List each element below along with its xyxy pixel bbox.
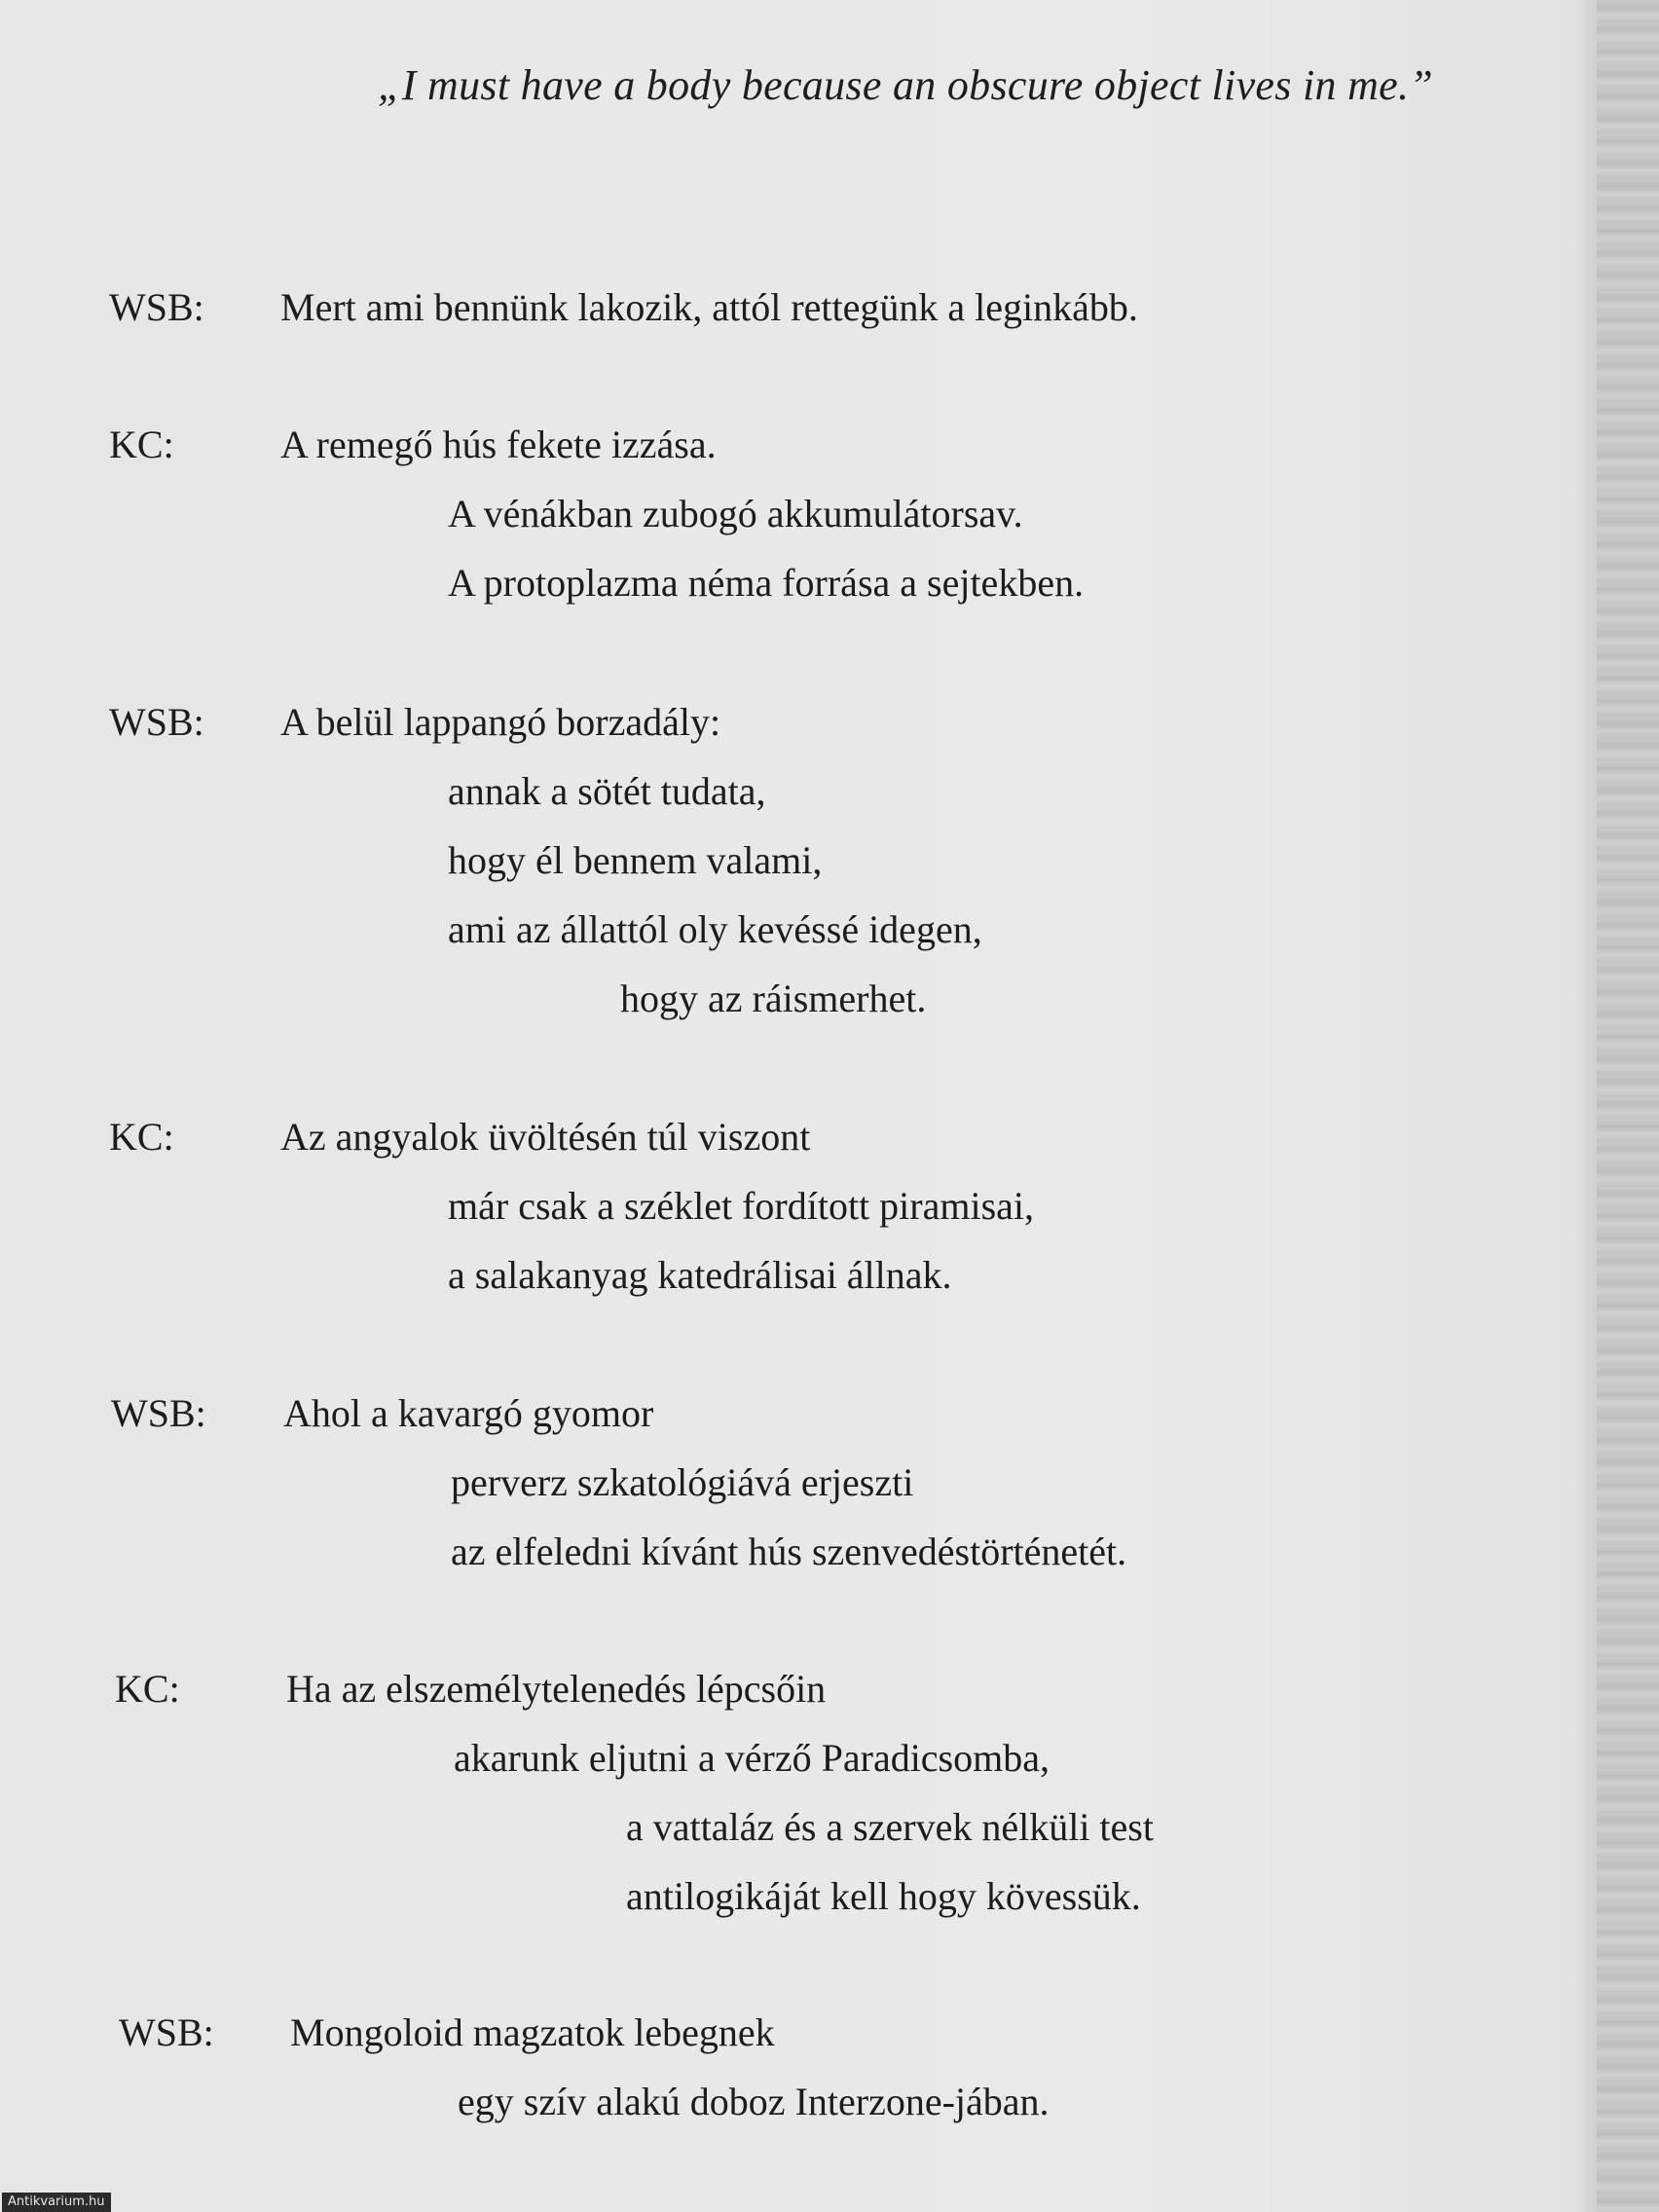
page-edge — [1572, 0, 1597, 2212]
verse-line: A remegő hús fekete izzása. — [280, 423, 717, 466]
verse-line: A protoplazma néma forrása a sejtekben. — [448, 561, 1085, 605]
verse-line: az elfeledni kívánt hús szenvedéstörténetét. — [451, 1530, 1127, 1573]
speaker-label: KC: — [115, 1667, 180, 1711]
speaker-label: KC: — [109, 423, 174, 466]
verse-line: a salakanyag katedrálisai állnak. — [448, 1253, 952, 1297]
speaker-label: KC: — [109, 1115, 174, 1159]
verse-line: Ha az elszemélytelenedés lépcsőin — [286, 1667, 827, 1711]
speaker-label: WSB: — [109, 700, 204, 744]
watermark: Antikvarium.hu — [2, 2193, 111, 2212]
verse-line: Mongoloid magzatok lebegnek — [290, 2010, 775, 2054]
verse-line: A vénákban zubogó akkumulátorsav. — [448, 492, 1023, 535]
verse-line: antilogikáját kell hogy kövessük. — [626, 1874, 1141, 1918]
speaker-label: WSB: — [109, 285, 204, 329]
epigraph: „I must have a body because an obscure object lives in me.” — [378, 61, 1434, 109]
verse-line: Ahol a kavargó gyomor — [283, 1391, 654, 1435]
verse-line: Mert ami bennünk lakozik, attól rettegünk a leginkább. — [280, 285, 1138, 329]
verse-line: akarunk eljutni a vérző Paradicsomba, — [454, 1736, 1050, 1780]
background-surface — [1597, 0, 1659, 2212]
verse-line: a vattaláz és a szervek nélküli test — [626, 1805, 1154, 1849]
verse-line: annak a sötét tudata, — [448, 769, 766, 813]
verse-line: egy szív alakú doboz Interzone-jában. — [458, 2080, 1050, 2123]
speaker-label: WSB: — [111, 1391, 206, 1435]
verse-line: hogy az ráismerhet. — [620, 977, 927, 1020]
verse-line: ami az állattól oly kevéssé idegen, — [448, 907, 982, 951]
verse-line: hogy él bennem valami, — [448, 838, 823, 882]
verse-line: perverz szkatológiává erjeszti — [451, 1460, 914, 1504]
verse-line: Az angyalok üvöltésén túl viszont — [280, 1115, 811, 1159]
speaker-label: WSB: — [119, 2010, 214, 2054]
verse-line: A belül lappangó borzadály: — [280, 700, 721, 744]
verse-line: már csak a széklet fordított piramisai, — [448, 1184, 1035, 1228]
